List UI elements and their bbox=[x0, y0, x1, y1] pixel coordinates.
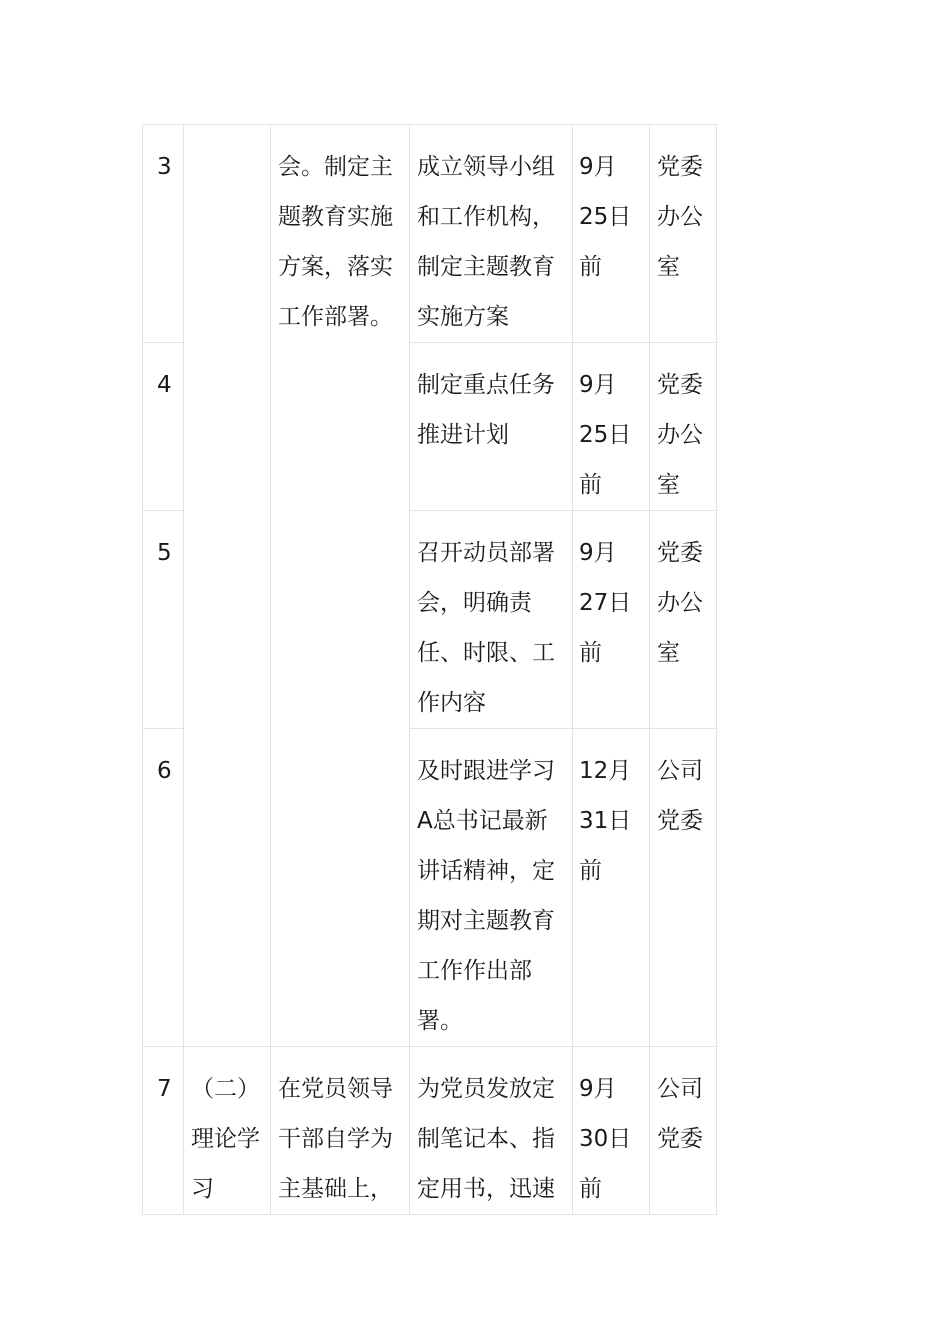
work-plan-table bbox=[142, 124, 717, 1215]
table-row bbox=[143, 125, 717, 343]
content-cell: 在党员领导干部自学为主基础上， bbox=[271, 1047, 410, 1215]
category-cell: （二）理论学习 bbox=[184, 1047, 271, 1215]
measure-cell: 召开动员部署会，明确责任、时限、工作内容 bbox=[410, 511, 573, 729]
row-number: 4 bbox=[143, 343, 184, 511]
row-number: 7 bbox=[143, 1047, 184, 1215]
owner-cell: 党委办公室 bbox=[650, 125, 717, 343]
deadline-cell: 9月 25日 前 bbox=[573, 125, 650, 343]
deadline-cell: 12月 31日 前 bbox=[573, 729, 650, 1047]
owner-cell: 党委办公室 bbox=[650, 343, 717, 511]
measure-cell: 成立领导小组和工作机构，制定主题教育实施方案 bbox=[410, 125, 573, 343]
row-number: 5 bbox=[143, 511, 184, 729]
deadline-cell: 9月 27日 前 bbox=[573, 511, 650, 729]
owner-cell: 公司党委 bbox=[650, 729, 717, 1047]
deadline-cell: 9月 30日 前 bbox=[573, 1047, 650, 1215]
row-number: 3 bbox=[143, 125, 184, 343]
table-row bbox=[143, 1047, 717, 1215]
measure-cell: 为党员发放定制笔记本、指定用书，迅速 bbox=[410, 1047, 573, 1215]
row-number: 6 bbox=[143, 729, 184, 1047]
deadline-cell: 9月 25日 前 bbox=[573, 343, 650, 511]
measure-cell: 制定重点任务推进计划 bbox=[410, 343, 573, 511]
measure-cell: 及时跟进学习A总书记最新讲话精神，定期对主题教育工作作出部署。 bbox=[410, 729, 573, 1047]
owner-cell: 党委办公室 bbox=[650, 511, 717, 729]
content-cell: 会。制定主题教育实施方案，落实工作部署。 bbox=[271, 125, 410, 1047]
owner-cell: 公司党委 bbox=[650, 1047, 717, 1215]
category-cell bbox=[184, 125, 271, 1047]
